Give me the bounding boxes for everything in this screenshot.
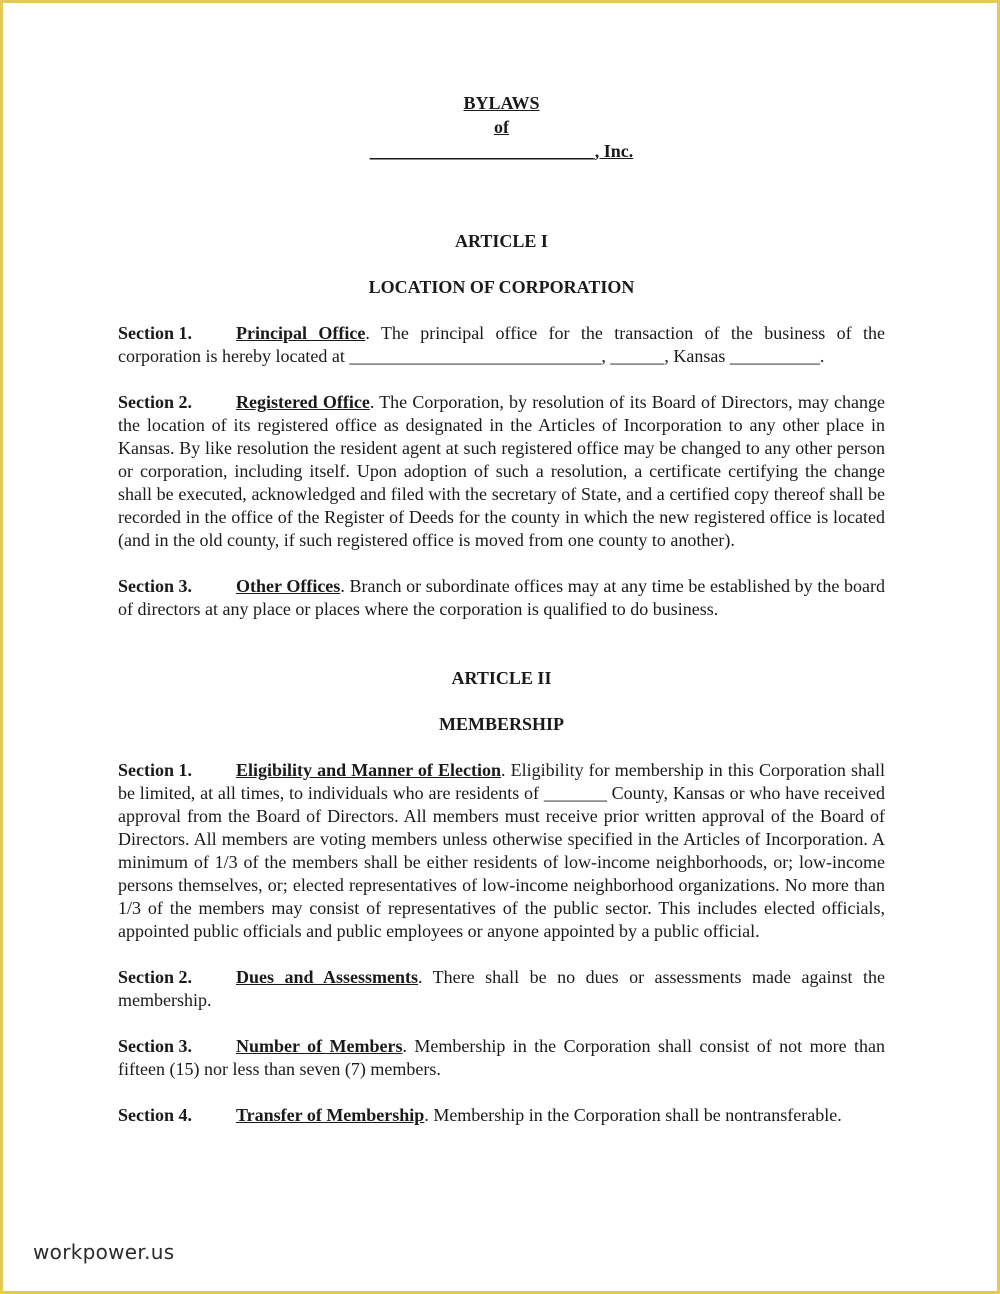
section-text: . Membership in the Corporation shall consist of not more than fifteen (15) nor less than seven (7) members. — [118, 1036, 885, 1079]
article-1-section-1 — [118, 322, 885, 368]
article-1-heading: ARTICLE I — [455, 231, 548, 251]
section-title: Dues and Assessments — [236, 967, 419, 987]
section-text: . The Corporation, by resolution of its Board of Directors, may change the location of its registered office as designated in the Articles of Incorporation to any other place in Kansas. By like resolution the resident agent at such registered office may be changed to any other person or corporation, including itself. Upon adoption of such a resolution, a certificate certifying the change shall be executed, acknowledged and filed with the secretary of State, and a certified copy thereof shall be recorded in the office of the Register of Deeds for the county in which the new registered office is located (and in the old county, if such registered office is moved from one county to another). — [118, 392, 885, 550]
article-2-heading: ARTICLE II — [451, 668, 552, 688]
article-2-section-4 — [118, 1104, 885, 1127]
section-label: Section 3. — [118, 1036, 192, 1056]
section-title: Other Offices — [236, 576, 341, 596]
article-1-section-3 — [118, 575, 885, 621]
bylaws-document — [118, 91, 885, 1145]
section-title: Registered Office — [236, 392, 370, 412]
article-1-title: LOCATION OF CORPORATION — [368, 277, 635, 297]
article-2-section-3 — [118, 1035, 885, 1081]
title-bylaws: BYLAWS — [463, 93, 540, 113]
section-title: Principal Office — [236, 323, 366, 343]
section-title: Transfer of Membership — [236, 1105, 425, 1125]
document-page — [3, 3, 997, 1291]
article-2-title: MEMBERSHIP — [438, 714, 564, 734]
section-label: Section 2. — [118, 392, 192, 412]
section-text: . Membership in the Corporation shall be nontransferable. — [424, 1105, 842, 1125]
section-text: . There shall be no dues or assessments made against the membership. — [118, 967, 885, 1010]
article-2-section-2 — [118, 966, 885, 1012]
section-title: Number of Members — [236, 1036, 403, 1056]
section-label: Section 3. — [118, 576, 192, 596]
title-of: of — [494, 117, 509, 137]
section-label: Section 1. — [118, 323, 192, 343]
section-label: Section 1. — [118, 760, 192, 780]
article-1-section-2 — [118, 391, 885, 552]
document-title — [118, 91, 885, 163]
title-corporation-name: _________________________, Inc. — [369, 141, 634, 161]
section-title: Eligibility and Manner of Election — [236, 760, 501, 780]
section-text: . Eligibility for membership in this Corporation shall be limited, at all times, to individuals who are residents of _______ County, Kansas or who have received approval from the Board of Directors. All members must receive prior written approval of the Board of Directors. All members are voting members unless otherwise specified in the Articles of Incorporation. A minimum of 1/3 of the members shall be either residents of low-income neighborhoods, or; low-income persons themselves, or; elected representatives of low-income neighborhood organizations. No more than 1/3 of the members may consist of representatives of the public sector. This includes elected officials, appointed public officials and public employees or anyone appointed by a public official. — [118, 760, 885, 941]
watermark-text: workpower.us — [33, 1240, 175, 1264]
article-2-section-1 — [118, 759, 885, 943]
section-text: . The principal office for the transaction of the business of the corporation is hereby located at ____________________________, ______, Kansas __________. — [118, 323, 885, 366]
section-text: . Branch or subordinate offices may at any time be established by the board of directors at any place or places where the corporation is qualified to do business. — [118, 576, 885, 619]
section-label: Section 2. — [118, 967, 192, 987]
section-label: Section 4. — [118, 1105, 192, 1125]
